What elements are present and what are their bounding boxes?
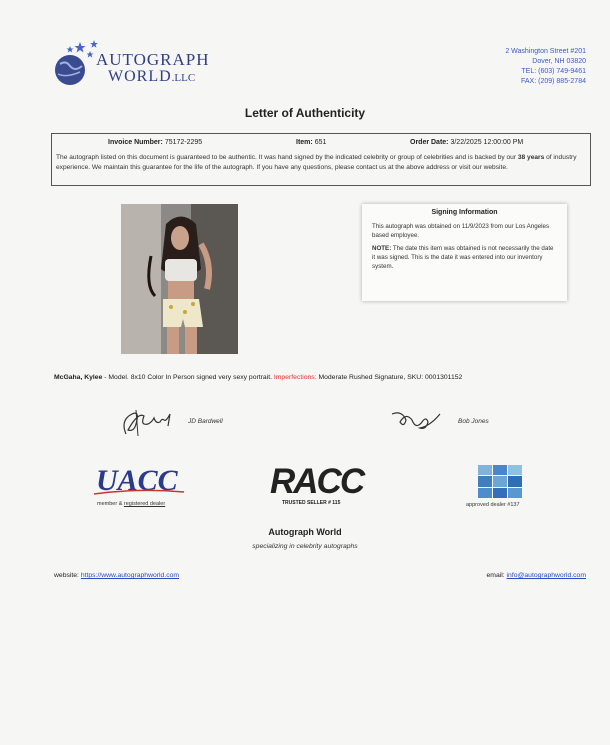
website-line: website: https://www.autographworld.com	[54, 572, 180, 579]
company-logo	[50, 38, 230, 90]
document-title: Letter of Authenticity	[244, 106, 366, 120]
address-line: 2 Washington Street #201	[505, 48, 586, 55]
note-text: NOTE: The date this item was obtained is not necessarily the date it was signed. This is the date it was entered into our inventory system.	[372, 245, 554, 270]
autographed-photo	[121, 204, 238, 354]
footer-company-name: Autograph World	[268, 527, 342, 537]
email-line: email: info@autographworld.com	[486, 572, 586, 579]
phone-line: TEL: (603) 749-9461	[521, 68, 586, 75]
signer-name: JD Bardwell	[188, 418, 223, 425]
approved-dealer-logo	[478, 465, 522, 498]
racc-trusted-seller: TRUSTED SELLER # 115	[282, 500, 341, 506]
address-line: Dover, NH 03820	[532, 58, 586, 65]
jd-bardwell-signature	[116, 404, 180, 440]
signer-name: Bob Jones	[458, 418, 489, 425]
guarantee-text: The autograph listed on this document is guaranteed to be authentic. It was hand signed by the indicated celebrity or group of celebrities and is backed by our 38 years of industry experience. We maintain this guarantee for the life of the autograph. If you have any questions, please contact us at the above address or visit our website.	[56, 154, 577, 171]
obtained-text: This autograph was obtained on 11/9/2023 from our Los Angeles based employee.	[372, 223, 550, 239]
item-description: McGaha, Kylee - Model. 8x10 Color In Person signed very sexy portrait. Imperfections: Moderate Rushed Signature, SKU: 0001301152	[54, 374, 463, 381]
website-link[interactable]: https://www.autographworld.com	[80, 572, 180, 579]
racc-logo-text: RACC	[270, 462, 364, 501]
signing-information-box	[362, 204, 567, 301]
logo-text-autograph: AUTOGRAPH	[96, 50, 210, 69]
logo-text-world: WORLD.LLC	[108, 68, 196, 85]
invoice-box	[51, 133, 591, 186]
company-address	[505, 47, 586, 87]
invoice-number: Invoice Number: 75172-2295	[108, 139, 203, 146]
item-number: Item: 651	[296, 139, 327, 146]
globe-stars-icon	[50, 38, 100, 90]
order-date: Order Date: 3/22/2025 12:00:00 PM	[410, 139, 524, 146]
fax-line: FAX: (209) 885-2784	[521, 78, 586, 85]
signing-heading: Signing Information	[431, 209, 498, 216]
footer-tagline: specializing in celebrity autographs	[252, 543, 358, 550]
uacc-caption: member & registered dealer	[97, 501, 166, 507]
uacc-logo-text: UACC	[96, 464, 178, 497]
bob-jones-signature	[390, 406, 444, 436]
approved-dealer-caption: approved dealer #137	[466, 502, 520, 508]
email-link[interactable]: info@autographworld.com	[506, 572, 586, 579]
